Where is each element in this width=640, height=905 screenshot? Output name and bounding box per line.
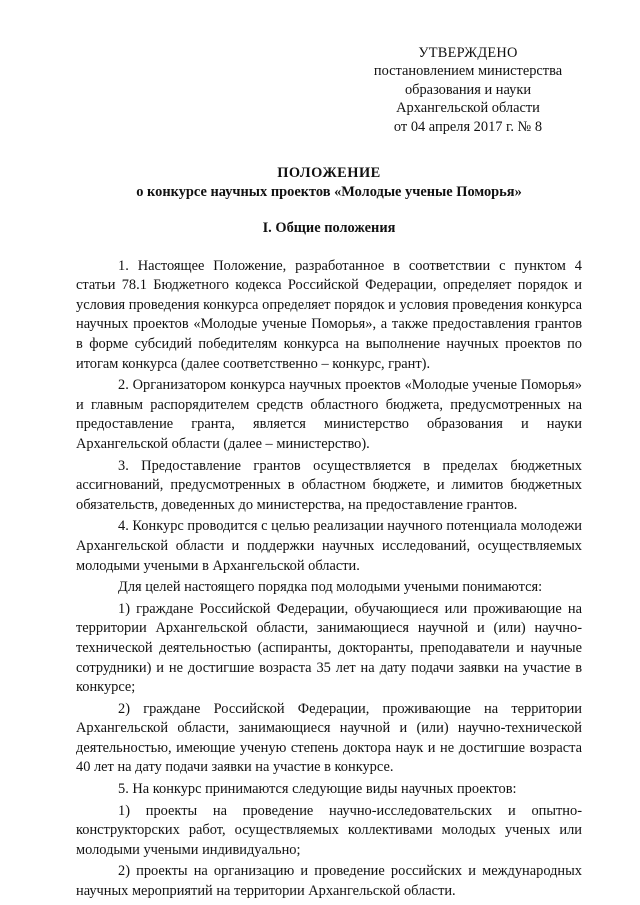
approval-date: от 04 апреля 2017 г. № 8	[393, 118, 543, 135]
list-item: 2) проекты на организацию и проведение российских и международных научных мероприятий на территории Архангельской области.	[76, 863, 582, 900]
list-item: 1) граждане Российской Федерации, обучающиеся или проживающие на территории Архангельской области, занимающиеся научной и (или) научно-технической деятельностью (аспиранты, докторанты, преподаватели и научные сотрудники) и не достигшие возраста 35 лет на дату подачи заявки на участие в конкурсе;	[76, 600, 582, 696]
approval-stamp	[362, 44, 574, 136]
paragraph: Для целей настоящего порядка под молодыми учеными понимаются:	[118, 579, 543, 596]
paragraph: 3. Предоставление грантов осуществляется в пределах бюджетных ассигнований, предусмотренных в областном бюджете, и лимитов бюджетных обязательств, доведенных до министерства, на предоставление грантов.	[76, 457, 582, 513]
list-item: 1) проекты на проведение научно-исследовательских и опытно-конструкторских работ, осуществляемых коллективами молодых ученых или молодыми учеными индивидуально;	[76, 802, 582, 858]
approval-heading: УТВЕРЖДЕНО	[418, 45, 518, 61]
section-heading: I. Общие положения	[262, 220, 396, 237]
document-subtitle: о конкурсе научных проектов «Молодые ученые Поморья»	[136, 184, 522, 201]
approval-line: постановлением министерства	[373, 63, 563, 80]
document-title: ПОЛОЖЕНИЕ	[277, 165, 381, 182]
section-body	[76, 257, 582, 902]
document-title-block	[76, 164, 582, 202]
paragraph: 1. Настоящее Положение, разработанное в соответствии с пунктом 4 статьи 78.1 Бюджетного кодекса Российской Федерации, определяет порядок и условия проведения конкурса определяет порядок и условия проведения конкурса научных проектов «Молодые ученые Поморья», а также предоставления грантов в форме субсидий победителям конкурса на выполнение научных проектов по итогам конкурса (далее соответственно – конкурс, грант).	[76, 257, 582, 372]
approval-line: образования и науки	[404, 81, 532, 98]
paragraph: 5. На конкурс принимаются следующие виды научных проектов:	[118, 781, 517, 798]
paragraph: 4. Конкурс проводится с целью реализации научного потенциала молодежи Архангельской области и поддержки научных исследований, осуществляемых молодыми учеными в Архангельской области.	[76, 518, 582, 574]
approval-line: Архангельской области	[396, 100, 540, 117]
paragraph: 2. Организатором конкурса научных проектов «Молодые ученые Поморья» и главным распорядителем средств областного бюджета, предусмотренных на предоставление гранта, является министерство образования и науки Архангельской области (далее – министерство).	[76, 377, 582, 452]
list-item: 2) граждане Российской Федерации, проживающие на территории Архангельской области, занимающиеся научной и (или) научно-технической деятельностью, имеющие ученую степень доктора наук и не достигшие возраста 40 лет на дату подачи заявки на участие в конкурсе.	[76, 700, 582, 776]
